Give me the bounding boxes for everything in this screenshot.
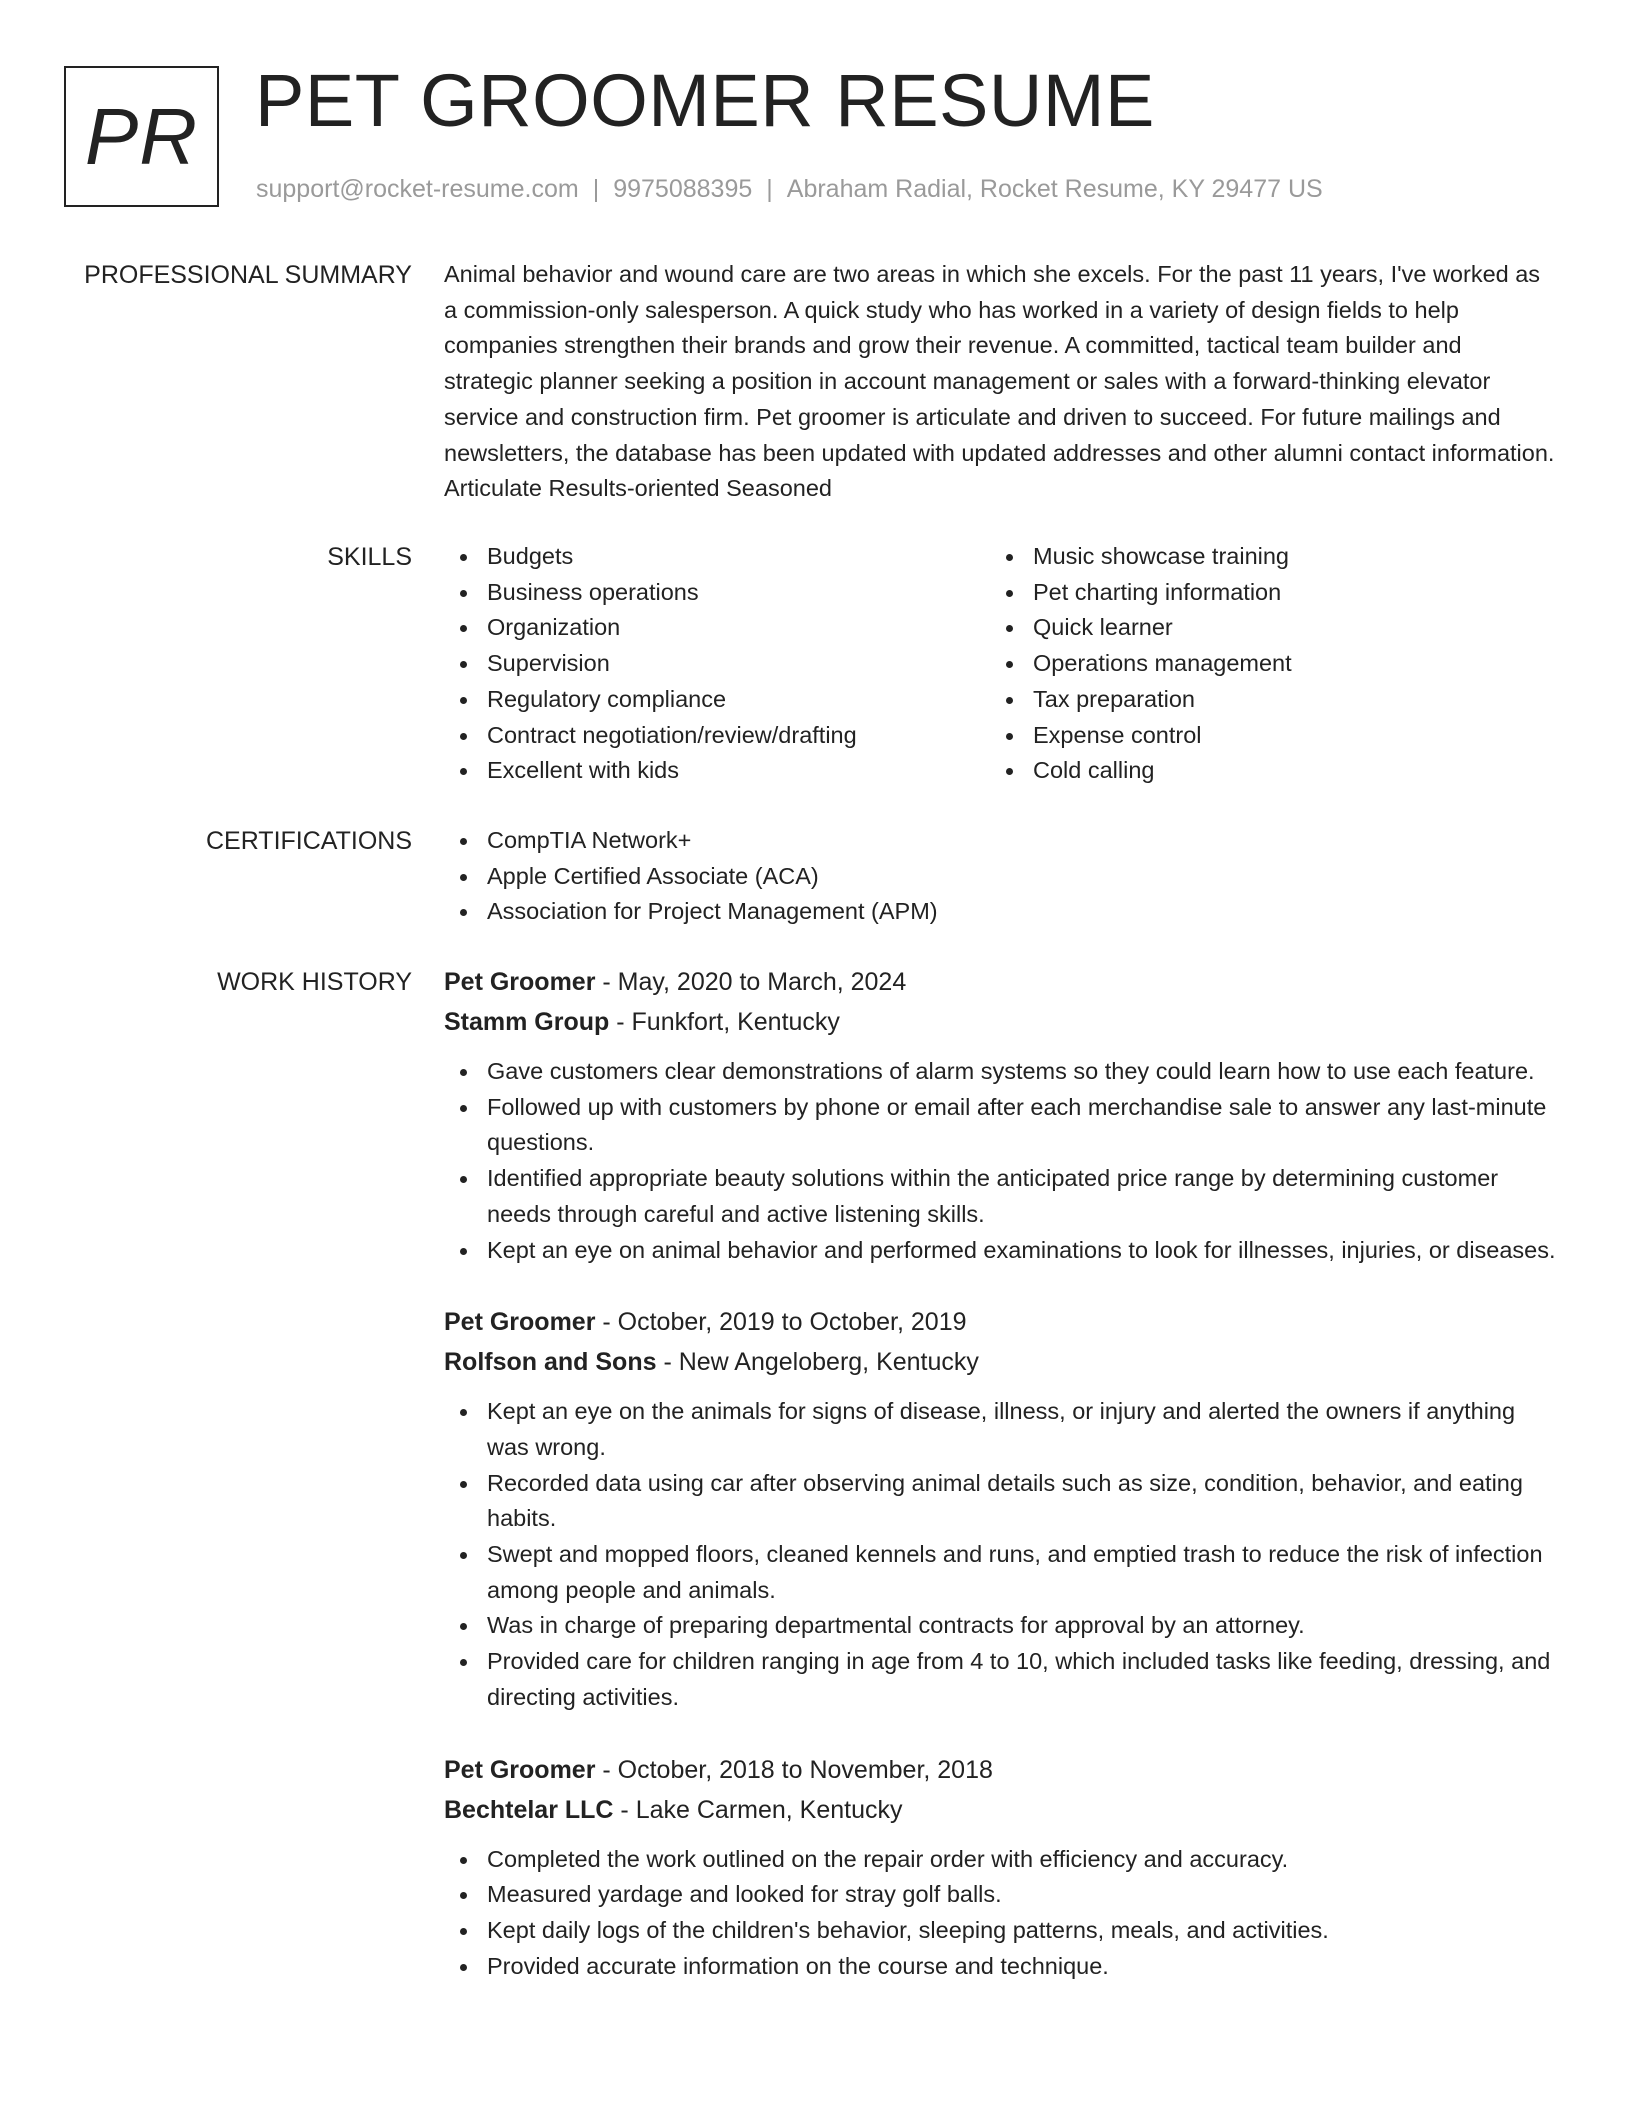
contact-separator: | — [766, 175, 773, 203]
job-dates: - May, 2020 to March, 2024 — [595, 968, 907, 996]
section-label-work-history: WORK HISTORY — [217, 968, 412, 996]
job-entry — [444, 1302, 1556, 1715]
list-item: Quick learner — [990, 610, 1536, 646]
list-item: Budgets — [444, 539, 990, 575]
contact-email[interactable]: support@rocket-resume.com — [256, 175, 579, 203]
section-label-skills: SKILLS — [327, 543, 412, 571]
job-company-line — [444, 1790, 1556, 1830]
list-item: Kept daily logs of the children's behavior, sleeping patterns, meals, and activities. — [444, 1913, 1556, 1949]
job-bullets — [444, 1394, 1556, 1715]
job-title-line — [444, 1302, 1556, 1342]
list-item: Followed up with customers by phone or email after each merchandise sale to answer any last-minute questions. — [444, 1090, 1556, 1161]
contact-phone[interactable]: 9975088395 — [613, 175, 753, 203]
list-item: Organization — [444, 610, 990, 646]
certifications-list — [444, 823, 1556, 930]
list-item: Gave customers clear demonstrations of alarm systems so they could learn how to use each feature. — [444, 1054, 1556, 1090]
list-item: Association for Project Management (APM) — [444, 894, 1556, 930]
contact-separator: | — [592, 175, 600, 203]
list-item: Apple Certified Associate (ACA) — [444, 859, 1556, 895]
job-location: - Funkfort, Kentucky — [609, 1008, 840, 1036]
list-item: Tax preparation — [990, 682, 1536, 718]
list-item: Swept and mopped floors, cleaned kennels and runs, and emptied trash to reduce the risk of infection among people and animals. — [444, 1537, 1556, 1608]
list-item: Measured yardage and looked for stray golf balls. — [444, 1877, 1556, 1913]
list-item: Business operations — [444, 575, 990, 611]
list-item: Pet charting information — [990, 575, 1536, 611]
list-item: CompTIA Network+ — [444, 823, 1556, 859]
job-title: Pet Groomer — [444, 1755, 596, 1784]
job-title-line — [444, 1750, 1556, 1790]
contact-address: Abraham Radial, Rocket Resume, KY 29477 US — [786, 175, 1323, 203]
list-item: Provided care for children ranging in age from 4 to 10, which included tasks like feeding, dressing, and directing activities. — [444, 1644, 1556, 1715]
list-item: Music showcase training — [990, 539, 1536, 575]
job-entry — [444, 962, 1556, 1268]
resume-title: PET GROOMER RESUME — [255, 59, 1155, 142]
job-dates: - October, 2019 to October, 2019 — [595, 1308, 967, 1337]
job-company-line — [444, 1342, 1556, 1382]
skills-list-right — [990, 539, 1536, 789]
job-location: - New Angeloberg, Kentucky — [656, 1348, 979, 1377]
list-item: Provided accurate information on the course and technique. — [444, 1949, 1556, 1985]
list-item: Completed the work outlined on the repair order with efficiency and accuracy. — [444, 1842, 1556, 1878]
section-label-certifications: CERTIFICATIONS — [205, 827, 412, 855]
job-bullets — [444, 1842, 1556, 1985]
contact-line — [256, 172, 1323, 206]
list-item: Excellent with kids — [444, 753, 990, 789]
job-bullets — [444, 1054, 1556, 1268]
job-location: - Lake Carmen, Kentucky — [613, 1795, 903, 1824]
job-company: Bechtelar LLC — [444, 1795, 614, 1824]
job-entry — [444, 1750, 1556, 1985]
monogram-initials: PR — [84, 91, 199, 181]
summary-text: Animal behavior and wound care are two areas in which she excels. For the past 11 years, I've worked as a commission-only salesperson. A quick study who has worked in a variety of design fields to help companies strengthen their brands and grow their revenue. A committed, tactical team builder and strategic planner seeking a position in account management or sales with a forward-thinking elevator service and construction firm. Pet groomer is articulate and driven to succeed. For future mailings and newsletters, the database has been updated with updated addresses and other alumni contact information. Articulate Results-oriented Seasoned — [444, 261, 1555, 502]
job-title-line — [444, 962, 1556, 1002]
job-title: Pet Groomer — [444, 968, 596, 996]
list-item: Identified appropriate beauty solutions within the anticipated price range by determining customer needs through careful and active listening skills. — [444, 1161, 1556, 1232]
list-item: Kept an eye on the animals for signs of disease, illness, or injury and alerted the owners if anything was wrong. — [444, 1394, 1556, 1465]
monogram-box — [64, 66, 219, 207]
list-item: Was in charge of preparing departmental contracts for approval by an attorney. — [444, 1608, 1556, 1644]
job-dates: - October, 2018 to November, 2018 — [595, 1755, 993, 1784]
job-company-line — [444, 1002, 1556, 1042]
list-item: Kept an eye on animal behavior and performed examinations to look for illnesses, injuries, or diseases. — [444, 1233, 1556, 1269]
list-item: Expense control — [990, 718, 1536, 754]
job-title: Pet Groomer — [444, 1308, 596, 1337]
job-company: Rolfson and Sons — [444, 1348, 657, 1377]
list-item: Regulatory compliance — [444, 682, 990, 718]
job-company: Stamm Group — [444, 1008, 610, 1036]
list-item: Cold calling — [990, 753, 1536, 789]
section-label-summary: PROFESSIONAL SUMMARY — [84, 261, 412, 289]
list-item: Supervision — [444, 646, 990, 682]
skills-list-left — [444, 539, 990, 789]
list-item: Contract negotiation/review/drafting — [444, 718, 990, 754]
list-item: Recorded data using car after observing animal details such as size, condition, behavior, and eating habits. — [444, 1466, 1556, 1537]
list-item: Operations management — [990, 646, 1536, 682]
jobs-container — [444, 962, 1556, 2018]
